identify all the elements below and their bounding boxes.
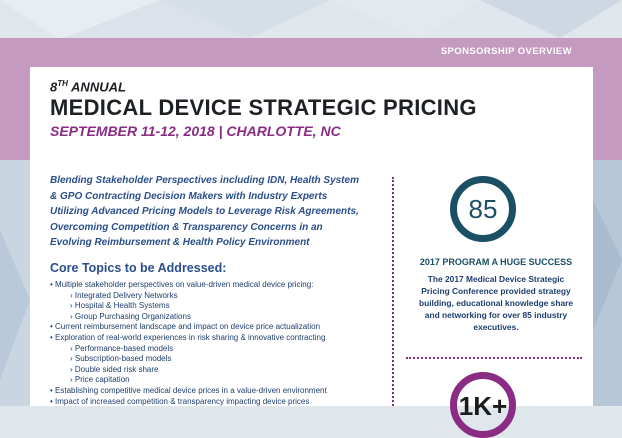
subtopic-item: › Subscription-based models bbox=[50, 354, 395, 365]
edition-suffix: TH bbox=[57, 79, 68, 88]
stat-line: and networking for over 85 industry bbox=[424, 310, 568, 320]
subtopic-item: › Group Purchasing Organizations bbox=[50, 312, 395, 323]
stat-line: building, educational knowledge share bbox=[418, 298, 574, 308]
intro-text bbox=[50, 173, 395, 251]
intro-line: Evolving Reimbursement & Health Policy Environment bbox=[50, 237, 310, 248]
subtopic-item: › Integrated Delivery Networks bbox=[50, 291, 395, 302]
content-panel bbox=[30, 67, 593, 421]
core-topics-heading: Core Topics to be Addressed: bbox=[50, 261, 227, 275]
event-dates: SEPTEMBER 11-12, 2018 | CHARLOTTE, NC bbox=[50, 123, 341, 139]
stat-number-2: 1K+ bbox=[458, 391, 508, 421]
intro-line: Blending Stakeholder Perspectives including IDN, Health System bbox=[50, 175, 359, 186]
page-title: MEDICAL DEVICE STRATEGIC PRICING bbox=[50, 95, 477, 120]
intro-line: & GPO Contracting Decision Makers with Industry Experts bbox=[50, 190, 328, 202]
subtopic-item: › Double sided risk share bbox=[50, 365, 395, 376]
topic-item: • Multiple stakeholder perspectives on value-driven medical device pricing: bbox=[50, 280, 395, 291]
subtopic-item: › Price capitation bbox=[50, 375, 395, 386]
stat-line: Pricing Conference provided strategy bbox=[421, 286, 571, 296]
section-label: SPONSORSHIP OVERVIEW bbox=[440, 46, 572, 57]
stat-line: The 2017 Medical Device Strategic bbox=[427, 274, 565, 284]
edition-word: ANNUAL bbox=[71, 79, 126, 95]
stat-heading: 2017 PROGRAM A HUGE SUCCESS bbox=[419, 257, 573, 267]
stat-circle-1k bbox=[450, 372, 516, 438]
core-topics-list bbox=[50, 280, 395, 407]
intro-line: Overcoming Competition & Transparency Concerns in an bbox=[50, 221, 323, 233]
stat-description bbox=[406, 273, 586, 333]
vertical-divider bbox=[392, 177, 394, 406]
horizontal-divider bbox=[406, 357, 582, 359]
topic-item: • Exploration of real-world experiences in risk sharing & innovative contracting bbox=[50, 333, 395, 344]
subtopic-item: › Hospital & Health Systems bbox=[50, 301, 395, 312]
stat-number: 85 bbox=[468, 193, 498, 224]
stat-circle-85 bbox=[450, 176, 516, 242]
topic-item: • Impact of increased competition & transparency impacting device prices bbox=[50, 397, 395, 408]
intro-line: Utilizing Advanced Pricing Models to Leverage Risk Agreements, bbox=[50, 206, 359, 217]
subtopic-item: › Performance-based models bbox=[50, 344, 395, 355]
edition-line bbox=[50, 79, 126, 94]
stat-line: executives. bbox=[473, 322, 519, 332]
topic-item: • Current reimbursement landscape and impact on device price actualization bbox=[50, 322, 395, 333]
topic-item: • Establishing competitive medical device prices in a value-driven environment bbox=[50, 386, 395, 397]
edition-number: 8 bbox=[50, 79, 58, 95]
